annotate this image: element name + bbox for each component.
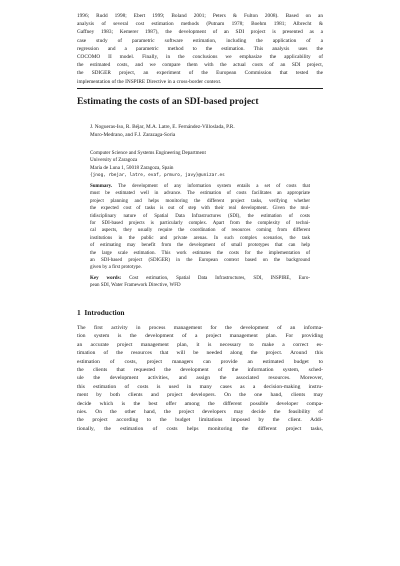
abstract-line: cal aspects, they usually require the coordination of resources coming from different	[90, 228, 310, 234]
paper-title: Estimating the costs of an SDI-based project	[77, 96, 259, 107]
affiliation	[90, 150, 323, 180]
header-text-line: Gaffney 1983; Kemerer 1987), the development of an SDI project is presented as a	[77, 29, 323, 36]
header-text-line: analysis of several cost estimation methods (Putnam 1978; Boehm 1981; Albrecht &	[77, 21, 323, 28]
abstract-line: project planning and helps monitoring the different project tasks, verifying whether	[90, 198, 310, 204]
abstract-line: Summary. The development of any information system entails a set of costs that	[90, 184, 310, 189]
body-text-line: the project according to the budget limitations imposed by the client. Addi-	[77, 417, 323, 424]
top-text-block	[77, 12, 323, 86]
abstract-line: tidisciplinary nature of Spatial Data Infrastructures (SDI), the estimation of costs	[90, 213, 310, 219]
body-text	[77, 324, 323, 433]
affiliation-univ: University of Zaragoza	[90, 157, 138, 164]
body-text-line: nies. On the other hand, the project developers may decide the feasibility of	[77, 409, 323, 416]
abstract-line: of estimating may benefit from the development of small prototypes that can help	[90, 243, 310, 249]
author-list	[90, 124, 323, 139]
body-text-line: the clients that requested the development of the information system, sched-	[77, 367, 323, 374]
author-line: J. Nogueras-Iso, R. Béjar, M.A. Latre, E. Fernández-Villoslada, P.R.	[90, 124, 235, 130]
header-text-line: implementation of the INSPIRE Directive in a cross-border context.	[77, 78, 222, 85]
affiliation-dept: Computer Science and Systems Engineering Department	[90, 150, 206, 156]
keywords-line: pean SDI, Water Framework Directive, WFD	[90, 283, 181, 289]
header-text-line: case study of parametric software estimation, including the application of a	[77, 37, 323, 44]
abstract-line: the large scale estimation. This work estimates the costs for the implementation of	[90, 250, 310, 256]
body-text-line: estimation of costs, project managers can provide an estimated budget to	[77, 358, 323, 365]
keywords-line: Key words: Cost estimation, Spatial Data Infrastructures, SDI, INSPIRE, Euro-	[90, 276, 310, 281]
abstract-line: the expected cost of tasks is out of step with their real development. Given the mul-	[90, 206, 310, 212]
header-text-line: COCOMO II model. Finally, in the conclusions we emphasize the applicability of	[77, 54, 323, 61]
section-title: Introduction	[84, 308, 125, 317]
abstract-line: institutions in the public and private arenas. In such complex scenarios, the task	[90, 235, 310, 241]
body-text-line: decide which is the best offer among the different possible developer compa-	[77, 400, 323, 407]
abstract-line: for SDI-based projects is particularly complex. Apart from the complexity of techni-	[90, 221, 310, 227]
affiliation-address: María de Luna 1, 50018 Zaragoza, Spain	[90, 164, 174, 171]
body-text-line: tionally, the estimation of costs helps monitoring the different project tasks,	[77, 425, 323, 432]
section-heading	[77, 308, 125, 317]
body-text-line: tion system is the development of a project management plan. For providing	[77, 333, 323, 340]
header-text-line: regression and a parametric method to the estimation. This analysis uses the	[77, 45, 323, 52]
keywords	[90, 275, 310, 290]
body-text-line: timation of the resources that will be needed along the project. Around this	[77, 350, 323, 357]
abstract-line: must be estimated well in advance. The estimation of costs facilitates an appropriate	[90, 191, 310, 197]
header-text-line: the SDIGER project, an experiment of the European Commission that tested the	[77, 70, 323, 77]
body-text-line: ment by both clients and project developers. On the one hand, clients may	[77, 392, 323, 399]
keywords-label: Key words:	[90, 276, 122, 281]
affiliation-emails: {jnog, rbejar, latre, evaf, prmuro, javy}@unizar.es	[90, 173, 225, 179]
body-text-line: The first activity in process management for the development of an informa-	[77, 325, 323, 331]
section-number: 1	[77, 308, 81, 317]
abstract-line: given by a first prototype.	[90, 265, 142, 271]
abstract	[90, 183, 310, 272]
title-rule-top	[77, 88, 323, 89]
header-text-line: the estimated costs, and we compare them with the actual costs of an SDI project,	[77, 62, 323, 69]
body-text-line: ule the development activities, and assign the associated resources. Moreover,	[77, 375, 323, 382]
body-text-line: an accurate project management plan, it is necessary to make a correct es-	[77, 341, 323, 348]
abstract-line: an SDI-based project (SDIGER) in the European context based on the background	[90, 258, 310, 264]
body-text-line: this estimation of costs is used in many cases as a decision-making instru-	[77, 383, 323, 390]
header-text-line: 1996; Rudd 1998; Ebert 1999; Boland 2001; Peters & Fulton 2008). Based on an	[77, 13, 323, 19]
abstract-label: Summary.	[90, 184, 113, 189]
author-line: Muro-Medrano, and F.J. Zarazaga-Soria	[90, 131, 176, 138]
